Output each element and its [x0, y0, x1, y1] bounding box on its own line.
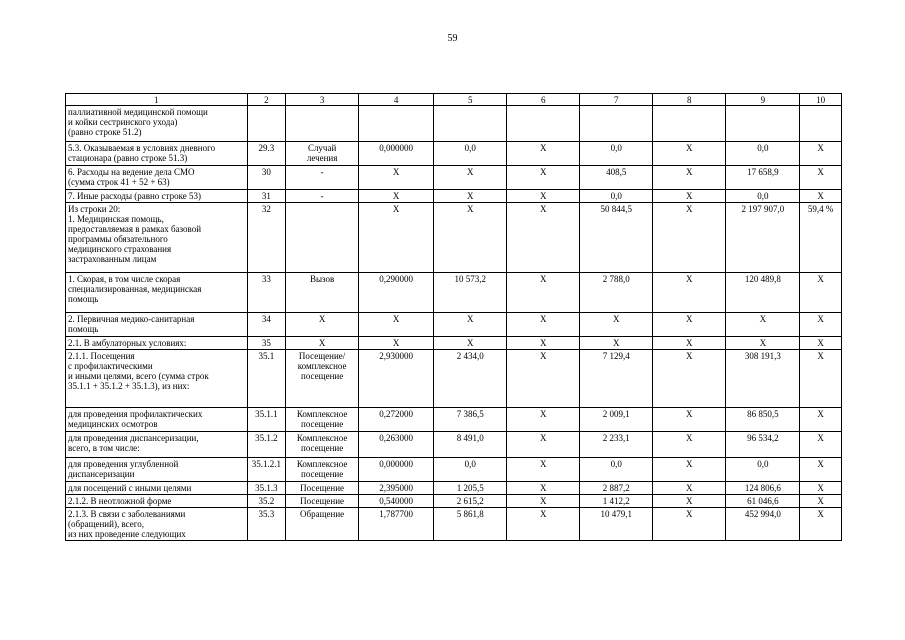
table-row [66, 190, 842, 203]
table-row [66, 106, 842, 142]
column-header: 4 [359, 94, 434, 106]
table-cell: X [726, 313, 800, 337]
table-cell: X [653, 408, 726, 432]
table-row [66, 273, 842, 313]
table-body [66, 94, 842, 541]
table-cell: X [434, 190, 507, 203]
table-cell: 34 [247, 313, 286, 337]
table-cell: 35.1.3 [247, 482, 286, 495]
table-cell [507, 106, 580, 142]
table-cell: 5 861,8 [434, 508, 507, 541]
table-cell: X [800, 166, 842, 190]
table-cell: Вызов [286, 273, 359, 313]
table-cell: X [653, 313, 726, 337]
table-cell: X [359, 203, 434, 273]
table-cell: Посещение/ комплексное посещение [286, 350, 359, 408]
table-row [66, 142, 842, 166]
row-label-cell: 2.1.3. В связи с заболеваниями (обращений), всего, из них проведение следующих [66, 508, 248, 541]
table-row [66, 495, 842, 508]
table-cell [580, 106, 653, 142]
table-cell [286, 106, 359, 142]
table-cell: 1 205,5 [434, 482, 507, 495]
table-row [66, 482, 842, 495]
table-cell: Комплексное посещение [286, 408, 359, 432]
table-row [66, 350, 842, 408]
table-cell: X [653, 203, 726, 273]
table-row [66, 432, 842, 458]
table-cell: X [800, 313, 842, 337]
table-cell: 0,272000 [359, 408, 434, 432]
table-row [66, 166, 842, 190]
table-cell: 0,540000 [359, 495, 434, 508]
row-label-cell: для посещений с иными целями [66, 482, 248, 495]
table-cell: 0,000000 [359, 458, 434, 482]
column-header: 6 [507, 94, 580, 106]
table-cell: 33 [247, 273, 286, 313]
table-cell: 124 806,6 [726, 482, 800, 495]
table-cell: X [507, 350, 580, 408]
table-cell: X [434, 313, 507, 337]
table-cell: X [800, 458, 842, 482]
table-cell: 2 197 907,0 [726, 203, 800, 273]
column-header: 10 [800, 94, 842, 106]
table-cell: 0,0 [580, 142, 653, 166]
table-cell: X [653, 508, 726, 541]
table-cell: X [653, 190, 726, 203]
table-cell [247, 106, 286, 142]
table-cell: 59,4 % [800, 203, 842, 273]
table-cell: 10 573,2 [434, 273, 507, 313]
table-cell: X [800, 495, 842, 508]
table-cell: 452 994,0 [726, 508, 800, 541]
table-cell: 35.3 [247, 508, 286, 541]
table-cell: X [580, 337, 653, 350]
table-cell: X [359, 337, 434, 350]
table-cell [286, 203, 359, 273]
table-cell: 50 844,5 [580, 203, 653, 273]
table-cell: 35.1.2.1 [247, 458, 286, 482]
table-cell: Комплексное посещение [286, 458, 359, 482]
table-cell: 31 [247, 190, 286, 203]
table-cell: X [507, 408, 580, 432]
table-cell: X [653, 350, 726, 408]
table-cell: 35 [247, 337, 286, 350]
row-label-cell: для проведения профилактических медицинских осмотров [66, 408, 248, 432]
table-cell: X [800, 190, 842, 203]
table-cell: 0,000000 [359, 142, 434, 166]
table-cell: X [359, 190, 434, 203]
table-cell: - [286, 190, 359, 203]
table-cell: 0,263000 [359, 432, 434, 458]
table-cell: 2,930000 [359, 350, 434, 408]
table-cell: X [653, 458, 726, 482]
table-cell: 0,0 [580, 458, 653, 482]
table-cell [434, 106, 507, 142]
row-label-cell: 6. Расходы на ведение дела СМО (сумма строк 41 + 52 + 63) [66, 166, 248, 190]
table-cell: X [359, 313, 434, 337]
table-cell: Посещение [286, 482, 359, 495]
table-cell: 308 191,3 [726, 350, 800, 408]
table-cell [726, 106, 800, 142]
table-cell: X [800, 273, 842, 313]
row-label-cell: для проведения углубленной диспансеризации [66, 458, 248, 482]
table-cell: X [434, 203, 507, 273]
table-cell: 30 [247, 166, 286, 190]
row-label-cell: 2. Первичная медико-санитарная помощь [66, 313, 248, 337]
column-header: 1 [66, 94, 248, 106]
row-label-cell: 2.1.1. Посещения с профилактическими и иными целями, всего (сумма строк 35.1.1 + 35.1.2 + 35.1.3), из них: [66, 350, 248, 408]
table-cell: X [800, 482, 842, 495]
table-cell: X [507, 273, 580, 313]
table-cell: 61 046,6 [726, 495, 800, 508]
table-cell: X [653, 432, 726, 458]
table-row [66, 408, 842, 432]
table-row [66, 508, 842, 541]
table-row [66, 203, 842, 273]
table-cell: X [286, 313, 359, 337]
table-cell: 1 412,2 [580, 495, 653, 508]
table-cell: X [800, 408, 842, 432]
table-cell: 2 887,2 [580, 482, 653, 495]
table-cell: 7 129,4 [580, 350, 653, 408]
table-cell: 0,0 [434, 142, 507, 166]
row-label-cell: 7. Иные расходы (равно строке 53) [66, 190, 248, 203]
table-cell: 17 658,9 [726, 166, 800, 190]
table-cell: 0,0 [580, 190, 653, 203]
table-cell: 2 788,0 [580, 273, 653, 313]
row-label-cell: Из строки 20: 1. Медицинская помощь, предоставляемая в рамках базовой программы обязательного медицинского страхования застрахованным лицам [66, 203, 248, 273]
table-cell: 2,395000 [359, 482, 434, 495]
table-cell: 35.1.2 [247, 432, 286, 458]
table-cell: X [434, 166, 507, 190]
table-cell: 0,290000 [359, 273, 434, 313]
table-cell: 35.1.1 [247, 408, 286, 432]
table-cell [653, 106, 726, 142]
table-cell: 35.1 [247, 350, 286, 408]
table-cell: X [507, 432, 580, 458]
table-cell: X [507, 190, 580, 203]
column-header: 5 [434, 94, 507, 106]
table-cell: 2 615,2 [434, 495, 507, 508]
table-cell: X [507, 203, 580, 273]
table-cell: X [507, 313, 580, 337]
table-cell: 2 233,1 [580, 432, 653, 458]
table-cell: X [507, 142, 580, 166]
table-cell: 120 489,8 [726, 273, 800, 313]
table-cell: 86 850,5 [726, 408, 800, 432]
table-cell: 408,5 [580, 166, 653, 190]
page-number: 59 [447, 33, 458, 44]
table-cell: 35.2 [247, 495, 286, 508]
table-cell: X [507, 337, 580, 350]
column-header: 3 [286, 94, 359, 106]
table-cell: - [286, 166, 359, 190]
table-cell: Случай лечения [286, 142, 359, 166]
row-label-cell: 1. Скорая, в том числе скорая специализированная, медицинская помощь [66, 273, 248, 313]
row-label-cell: 2.1.2. В неотложной форме [66, 495, 248, 508]
table-cell: 0,0 [726, 190, 800, 203]
table-cell: 2 009,1 [580, 408, 653, 432]
table-cell: X [286, 337, 359, 350]
table-cell: X [800, 350, 842, 408]
column-header: 9 [726, 94, 800, 106]
table-cell: X [653, 273, 726, 313]
table-cell: X [507, 458, 580, 482]
table-cell: X [507, 508, 580, 541]
table-cell: X [800, 337, 842, 350]
table-cell: X [434, 337, 507, 350]
table-cell: X [507, 482, 580, 495]
table-cell: X [653, 337, 726, 350]
column-header: 7 [580, 94, 653, 106]
table-cell: 8 491,0 [434, 432, 507, 458]
table-cell: X [580, 313, 653, 337]
table-cell [800, 106, 842, 142]
table-row [66, 313, 842, 337]
table-cell: X [653, 482, 726, 495]
row-label-cell: для проведения диспансеризации, всего, в том числе: [66, 432, 248, 458]
table-cell: Посещение [286, 495, 359, 508]
row-label-cell: паллиативной медицинской помощи и койки сестринского ухода) (равно строке 51.2) [66, 106, 248, 142]
row-label-cell: 5.3. Оказываемая в условиях дневного стационара (равно строке 51.3) [66, 142, 248, 166]
budget-table [65, 93, 842, 541]
table-cell: Обращение [286, 508, 359, 541]
table-cell: 10 479,1 [580, 508, 653, 541]
table-cell: X [653, 166, 726, 190]
table-cell [359, 106, 434, 142]
table-row [66, 337, 842, 350]
table-cell: X [800, 508, 842, 541]
table-cell: 2 434,0 [434, 350, 507, 408]
table-cell: X [800, 142, 842, 166]
table-cell: X [653, 142, 726, 166]
table-row [66, 458, 842, 482]
table-cell: Комплексное посещение [286, 432, 359, 458]
table-cell: 1,787700 [359, 508, 434, 541]
table-cell: 7 386,5 [434, 408, 507, 432]
table-cell: 0,0 [434, 458, 507, 482]
table-cell: 29.3 [247, 142, 286, 166]
column-header: 8 [653, 94, 726, 106]
table-cell: X [507, 166, 580, 190]
table-cell: 0,0 [726, 142, 800, 166]
table-cell: X [653, 495, 726, 508]
table-cell: X [800, 432, 842, 458]
table-cell: 96 534,2 [726, 432, 800, 458]
table-cell: X [726, 337, 800, 350]
table-cell: X [507, 495, 580, 508]
table-cell: X [359, 166, 434, 190]
table-cell: 32 [247, 203, 286, 273]
header-row [66, 94, 842, 106]
column-header: 2 [247, 94, 286, 106]
table-cell: 0,0 [726, 458, 800, 482]
row-label-cell: 2.1. В амбулаторных условиях: [66, 337, 248, 350]
